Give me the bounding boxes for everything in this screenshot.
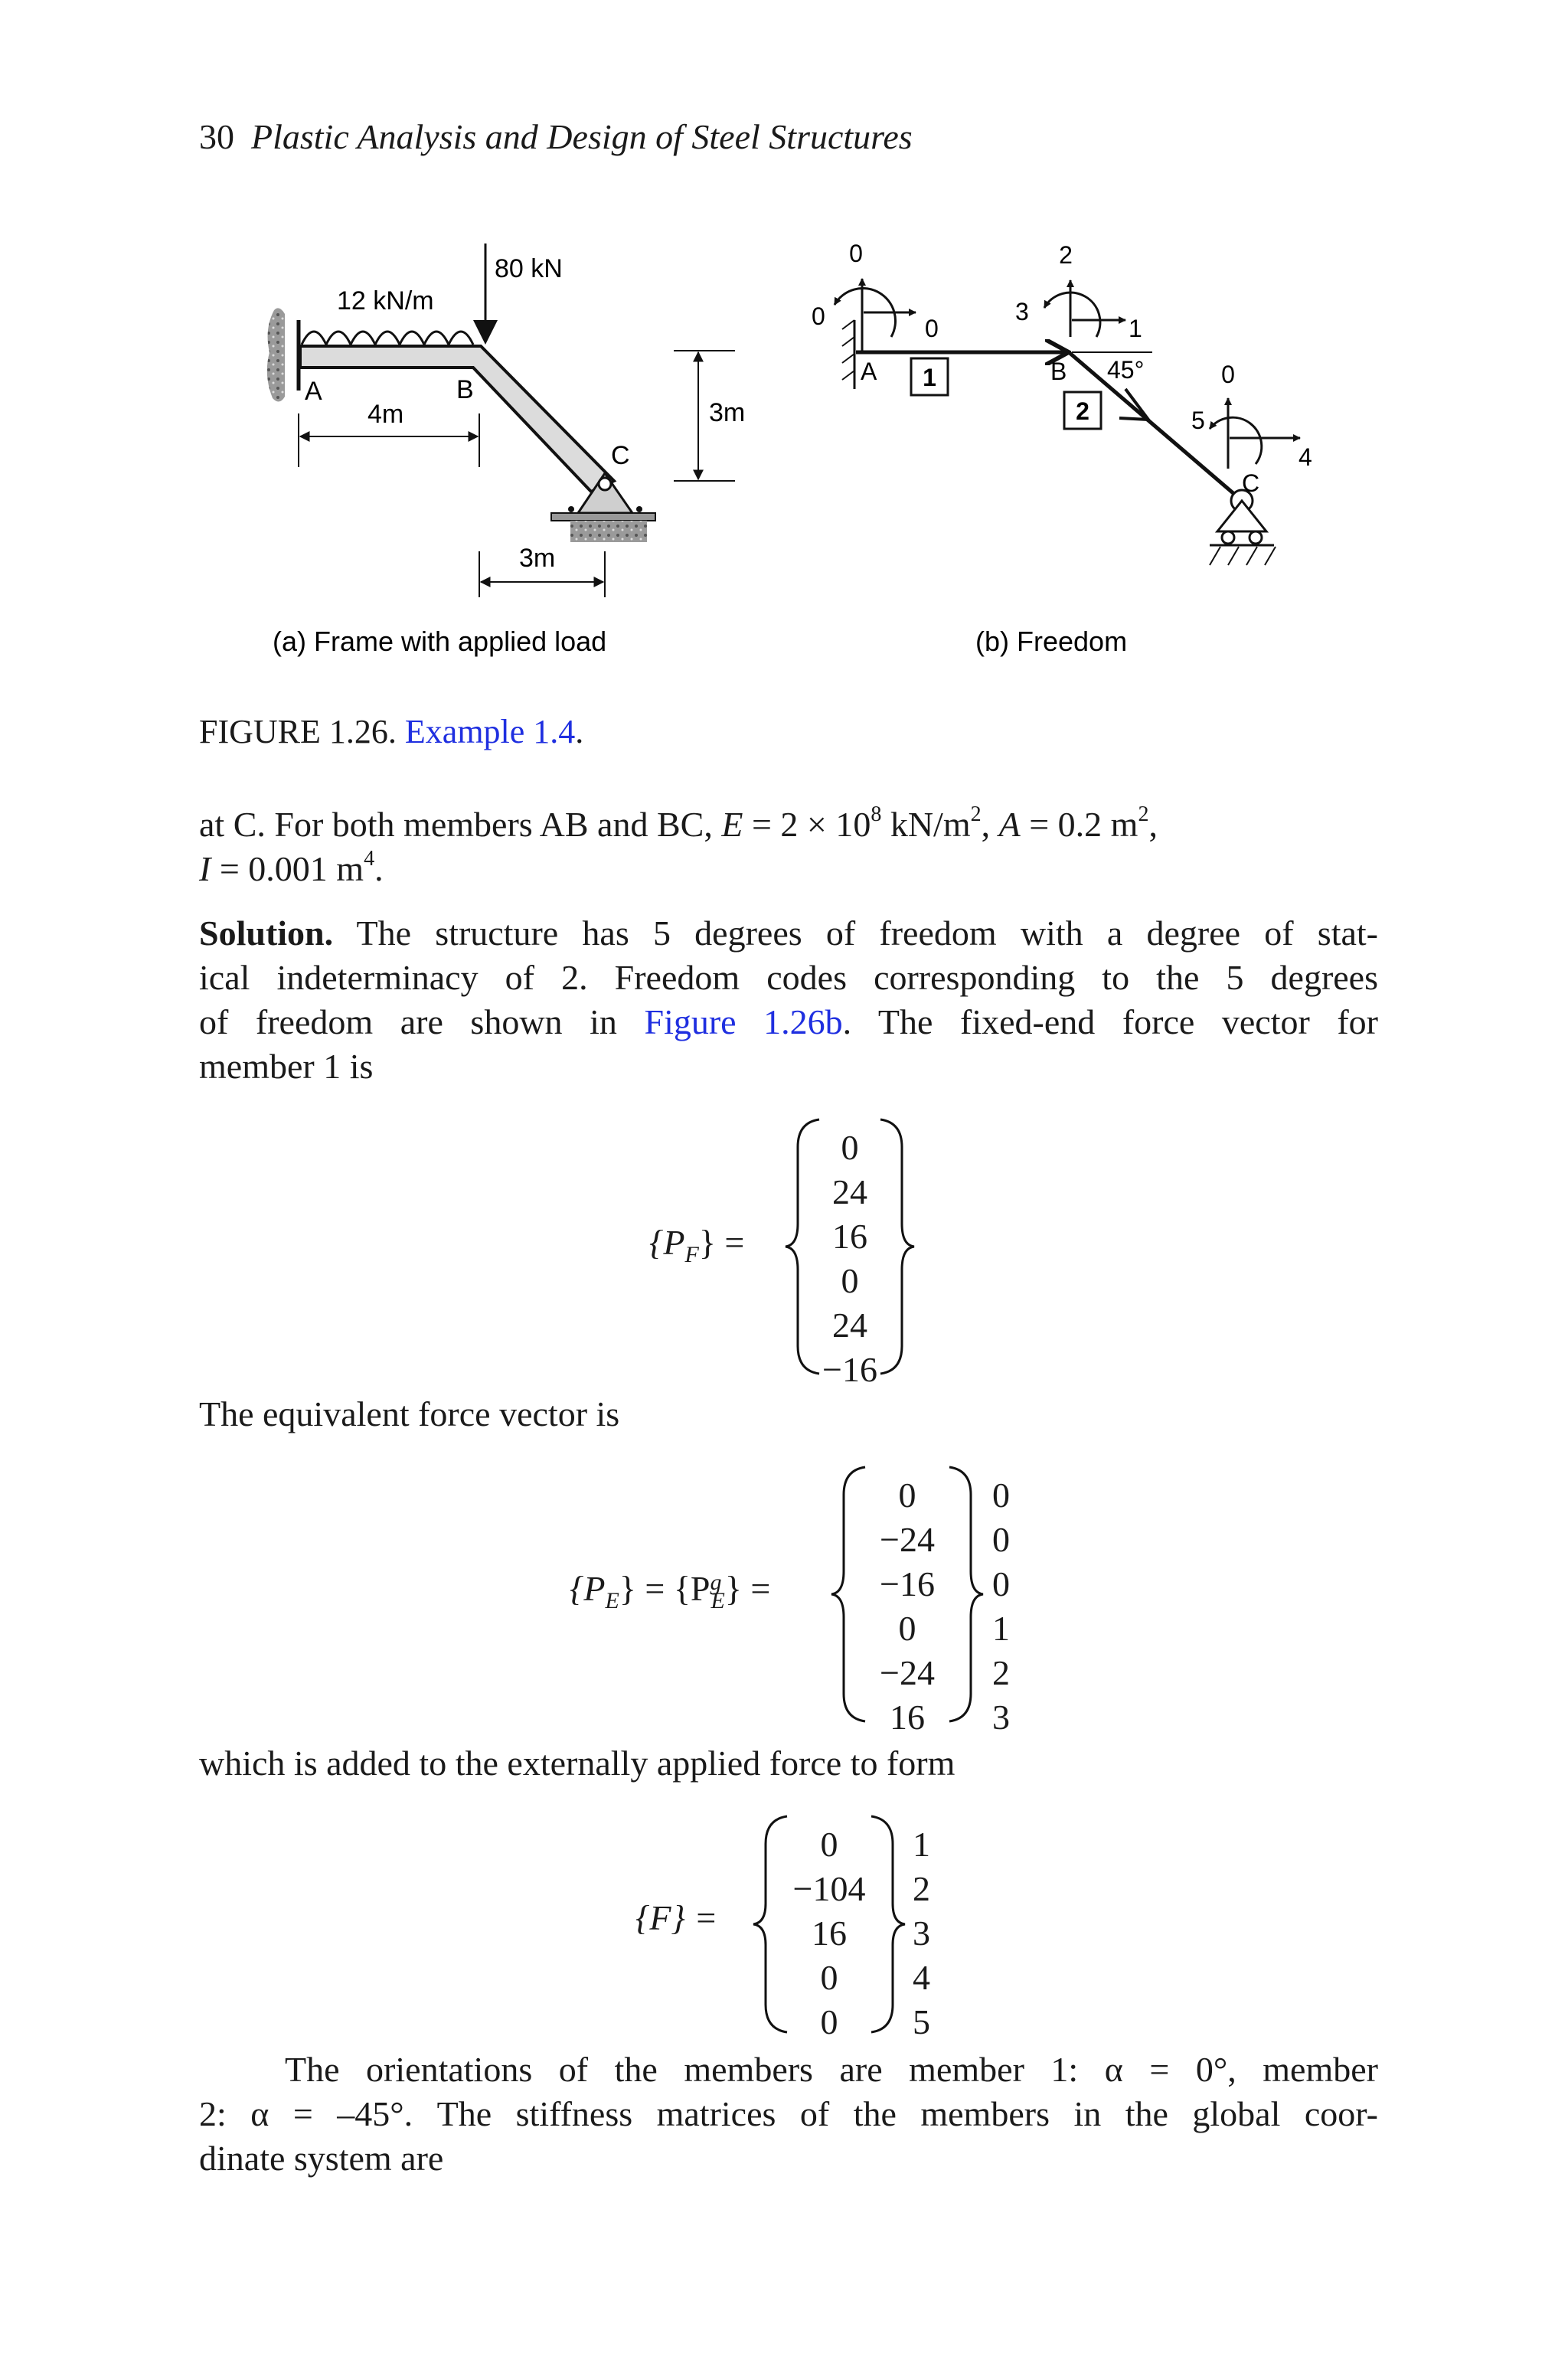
- node-c-label-b: C: [1242, 469, 1260, 497]
- code-b-horizontal: 1: [1129, 315, 1142, 342]
- caption-a: (a) Frame with applied load: [273, 626, 607, 657]
- figure-caption-end: .: [575, 713, 584, 750]
- pe-vector: 0 −24 −16 0 −24 16: [880, 1476, 935, 1737]
- example-link[interactable]: Example 1.4: [404, 713, 576, 750]
- code-c-horizontal: 4: [1298, 443, 1312, 471]
- angle-label: 45°: [1107, 356, 1145, 384]
- orientation-line-3: dinate system are: [199, 2139, 444, 2178]
- code-a-vertical: 0: [849, 240, 863, 267]
- figure-link[interactable]: Figure 1.26b: [644, 1002, 843, 1041]
- node-a-label-b: A: [861, 358, 877, 385]
- pe-label: $\{P_E\} = \{P^g_E\}$ =: [570, 1569, 771, 1614]
- intro-line-1: at C. For both members AB and BC, $E = 2 \times 10^8$ $kN/m^2$, A = 0.2 $m^2$,: [199, 802, 1158, 844]
- member-2-label: 2: [1076, 397, 1089, 425]
- node-c-label: C: [611, 441, 630, 470]
- udl-symbol: [302, 332, 473, 345]
- equivalent-text: The equivalent force vector is: [199, 1394, 620, 1433]
- page-number: 30: [199, 117, 234, 156]
- orientation-line-1: The orientations of the members are member 1: α = 0°, member: [285, 2050, 1378, 2089]
- code-b-vertical: 2: [1059, 241, 1073, 269]
- figure-b: [812, 240, 1312, 657]
- point-load-label: 80 kN: [495, 254, 563, 283]
- solution-label: Solution.: [199, 913, 334, 953]
- solution-line-3: of freedom are shown in Figure 1.26b. The fixed-end force vector for: [199, 1002, 1379, 1041]
- code-a-rotation: 0: [812, 302, 825, 330]
- figure-caption: [199, 712, 583, 751]
- figure-a: [267, 243, 745, 657]
- node-b-label-b: B: [1050, 358, 1067, 385]
- pf-vector: 0 24 16 0 24 −16: [822, 1128, 877, 1389]
- book-title: Plastic Analysis and Design of Steel Structures: [251, 117, 913, 156]
- udl-label: 12 kN/m: [337, 286, 434, 315]
- caption-b: (b) Freedom: [975, 626, 1128, 657]
- figure-caption-label: FIGURE 1.26.: [199, 713, 397, 750]
- pe-freedom-codes: 0 0 0 1 2 3: [992, 1476, 1010, 1737]
- solution-line-1: Solution. The structure has 5 degrees of freedom with a degree of stat-: [199, 913, 1378, 953]
- figure-1-26: [0, 0, 1568, 689]
- code-c-vertical: 0: [1221, 361, 1235, 388]
- member-1-label: 1: [923, 364, 936, 391]
- intro-line-2: I = 0.001 $m^4$.: [199, 847, 384, 888]
- node-a-label: A: [305, 377, 322, 406]
- dim-bc-horizontal-label: 3m: [519, 544, 556, 573]
- solution-line-4: member 1 is: [199, 1047, 374, 1086]
- point-load-arrow: [473, 320, 498, 345]
- orientation-line-2: 2: α = –45°. The stiffness matrices of the members in the global coor-: [199, 2094, 1378, 2133]
- f-freedom-codes: 1 2 3 4 5: [913, 1825, 930, 2041]
- added-text: which is added to the externally applied force to form: [199, 1744, 956, 1783]
- pf-label: $\{P_F\}$ =: [649, 1223, 745, 1268]
- code-b-rotation: 3: [1015, 298, 1029, 325]
- node-b-label: B: [456, 375, 474, 404]
- code-c-rotation: 5: [1191, 407, 1205, 434]
- solution-line-2: ical indeterminacy of 2. Freedom codes corresponding to the 5 degrees: [199, 958, 1378, 997]
- frame-members: [300, 346, 614, 492]
- f-label: {F} =: [635, 1898, 718, 1937]
- dim-ab-label: 4m: [368, 400, 404, 429]
- dim-bc-vertical-label: 3m: [709, 398, 746, 427]
- code-a-horizontal: 0: [925, 315, 939, 342]
- roller-support-c: [1217, 501, 1266, 531]
- fixed-support-a: [267, 308, 285, 401]
- f-vector: 0 −104 16 0 0: [792, 1825, 866, 2041]
